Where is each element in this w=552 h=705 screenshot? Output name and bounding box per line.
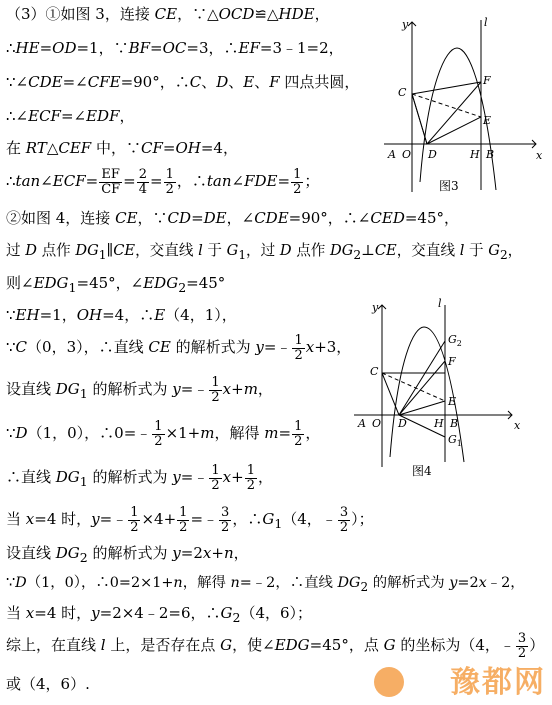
fraction: $\frac{1}{2}$ bbox=[246, 462, 255, 493]
label-b: B bbox=[450, 417, 459, 430]
label-o: O bbox=[402, 148, 412, 161]
label-c: C bbox=[370, 365, 379, 378]
fraction: $\frac{1}{2}$ bbox=[294, 332, 303, 363]
line-df bbox=[427, 82, 481, 144]
label-l: l bbox=[484, 16, 488, 29]
fraction: $\frac{1}{2}$ bbox=[179, 504, 188, 535]
label-f: F bbox=[483, 74, 491, 87]
text-line-6: ∴tan∠ECF= $\frac{EF}{CF}$ = $\frac{2}{4}$ = $\frac{1}{2}$ ，∴tan∠FDE= $\frac{1}{2}$ ； bbox=[6, 166, 320, 197]
watermark-text: 豫都网 bbox=[450, 665, 546, 700]
text-line-18: 当 x=4 时，y=2×4﹣2=6，$\therefore G_2(4$，6）； bbox=[6, 604, 313, 625]
label-x: x bbox=[536, 149, 543, 162]
text-line-3: ∵∠CDE=∠CFE=90°，∴C、D、E、F 四点共圆， bbox=[6, 73, 360, 91]
fraction: $\frac{3}{2}$ bbox=[517, 630, 527, 661]
text-line-8: 过 D 点作 $DG_1\parallel CE$，交直线 l 于 $G_1$，过 D 点作 $DG_2\perp CE$，交直线 l 于 $G_2$， bbox=[6, 242, 523, 262]
figure-4-caption: 图4 bbox=[412, 464, 432, 478]
label-x: x bbox=[514, 419, 521, 432]
text-line-10: ∵EH=1，OH=4，∴E（4，1）， bbox=[6, 306, 237, 324]
label-g1: $G_1$ bbox=[448, 433, 462, 448]
line-dg2 bbox=[399, 341, 445, 415]
label-o: O bbox=[372, 417, 382, 430]
text-line-16: 设直线 $DG_2$ 的解析式为 y=2x+n， bbox=[6, 544, 249, 565]
label-b: B bbox=[486, 148, 495, 161]
text-line-15: 当 x=4 时，y=﹣ $\frac{1}{2}$ ×4+ $\frac{1}{2}$ =﹣ $\frac{3}{2}$ ，$\therefore G_1(4$，﹣ $\frac{3}{2}$ ）； bbox=[6, 504, 374, 535]
figure-3 bbox=[384, 12, 544, 197]
label-c: C bbox=[398, 86, 407, 99]
quadrilateral-cfed bbox=[412, 82, 481, 144]
fraction: $\frac{3}{2}$ bbox=[221, 504, 230, 535]
text-line-7: ②如图 4，连接 CE，∵CD=DE，∠CDE=90°，∴∠CED=45°， bbox=[6, 209, 459, 227]
label-a: A bbox=[388, 148, 396, 161]
text-line-19: 综上，在直线 l 上，是否存在点 G，使∠EDG=45°，点 G 的坐标为（4，﹣ $\frac{3}{2}$ ） bbox=[6, 630, 545, 661]
text-line-4: ∴∠ECF=∠EDF， bbox=[6, 107, 135, 125]
text-line-5: 在 RT△CEF 中，∵CF=OH=4， bbox=[6, 139, 238, 157]
text-line-12: 设直线 $DG_1$ 的解析式为 y=﹣ $\frac{1}{2}$ x+m， bbox=[6, 374, 273, 405]
text-line-17: ∵D（1，0），∴0=2×1+n，解得 n=﹣2，∴直线 $DG_2$ 的解析式为 y=2x﹣2， bbox=[6, 575, 525, 594]
label-y: y bbox=[402, 18, 409, 31]
fraction: $\frac{1}{2}$ bbox=[293, 166, 302, 197]
label-l: l bbox=[438, 297, 442, 310]
label-e: E bbox=[483, 114, 492, 127]
label-g2: $G_2$ bbox=[448, 333, 462, 348]
label-y: y bbox=[372, 301, 379, 314]
fraction: $\frac{EF}{CF}$ bbox=[101, 166, 121, 197]
text-line-13: ∵D（1，0），∴0=﹣ $\frac{1}{2}$ ×1+m，解得 m= $\frac{1}{2}$ ， bbox=[6, 418, 321, 449]
text-line-11: ∵C（0，3），∴直线 CE 的解析式为 y=﹣ $\frac{1}{2}$ x+3， bbox=[6, 332, 352, 363]
fraction: $\frac{3}{2}$ bbox=[339, 504, 349, 535]
label-d: D bbox=[428, 148, 437, 161]
fraction: $\frac{1}{2}$ bbox=[154, 418, 163, 449]
text-line-9: 则$\angle EDG_1=45^\circ$，$\angle EDG_2=45^\circ$ bbox=[6, 274, 226, 295]
label-f: F bbox=[448, 355, 456, 368]
figure-4 bbox=[352, 297, 527, 487]
text-line-14: ∴直线 $DG_1$ 的解析式为 y=﹣ $\frac{1}{2}$ x+ $\frac{1}{2}$ ， bbox=[6, 462, 273, 493]
label-a: A bbox=[358, 417, 366, 430]
figure-3-caption: 图3 bbox=[439, 179, 459, 193]
fraction: $\frac{1}{2}$ bbox=[294, 418, 303, 449]
fraction: $\frac{1}{2}$ bbox=[211, 462, 220, 493]
label-h: H bbox=[434, 417, 444, 430]
text-line-1: （3）①如图 3，连接 CE，∵△OCD≌△HDE， bbox=[6, 5, 330, 23]
label-d: D bbox=[398, 417, 407, 430]
text-line-20: 或（4，6）. bbox=[6, 675, 90, 693]
label-h: H bbox=[470, 148, 480, 161]
fraction: $\frac{1}{2}$ bbox=[165, 166, 174, 197]
fraction: $\frac{2}{4}$ bbox=[138, 166, 148, 197]
fraction: $\frac{1}{2}$ bbox=[211, 374, 220, 405]
fraction: $\frac{1}{2}$ bbox=[130, 504, 139, 535]
line-ce-dashed bbox=[412, 94, 481, 117]
label-e: E bbox=[448, 395, 457, 408]
text-line-2: ∴HE=OD=1，∵BF=OC=3，∴EF=3﹣1=2， bbox=[6, 39, 344, 57]
watermark-logo bbox=[374, 667, 404, 697]
